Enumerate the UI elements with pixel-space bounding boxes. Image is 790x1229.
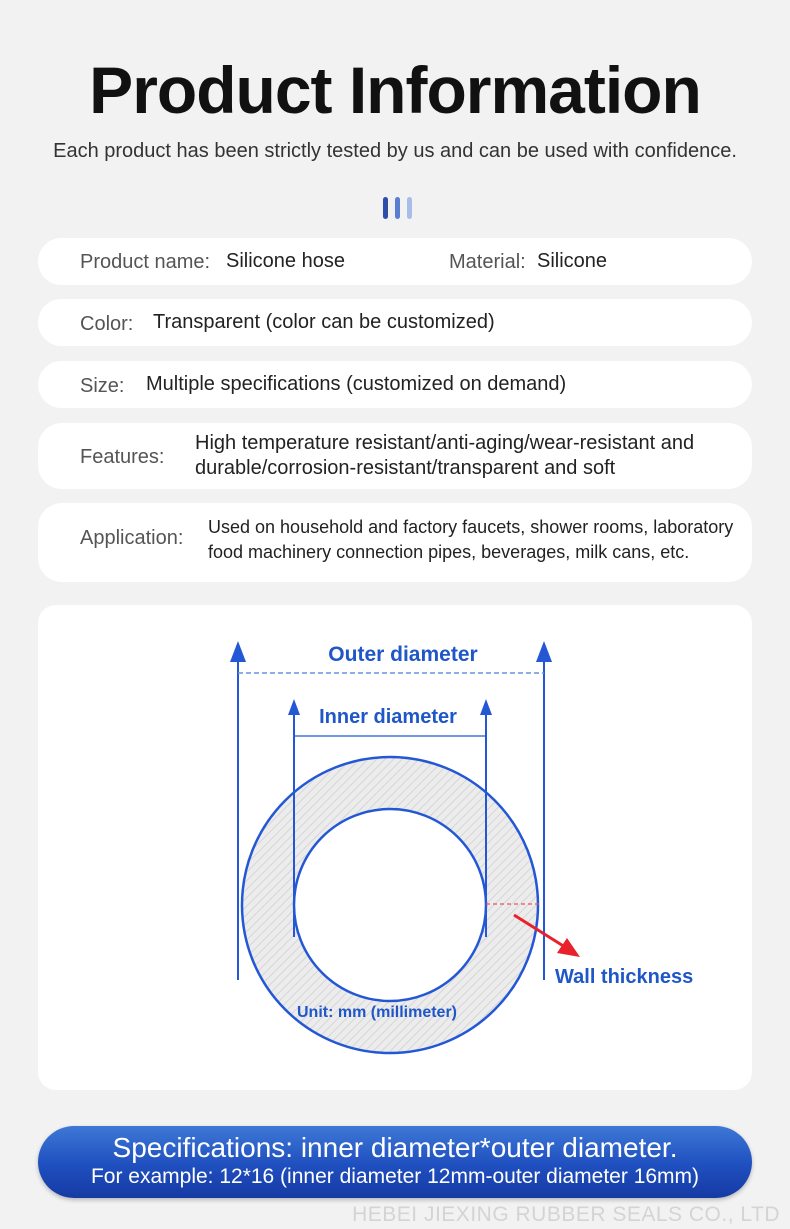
outer-diameter-label: Outer diameter: [328, 643, 478, 666]
unit-label: Unit: mm (millimeter): [296, 1004, 458, 1021]
color-label: Color:: [80, 313, 134, 335]
material-label: Material:: [449, 251, 526, 273]
size-value: Multiple specifications (customized on demand): [146, 373, 567, 395]
spec-row-size: [38, 361, 752, 408]
bar-3: [407, 197, 412, 219]
wall-thickness-label: Wall thickness: [555, 966, 694, 988]
banner-line-2: For example: 12*16 (inner diameter 12mm-outer diameter 16mm): [90, 1165, 700, 1188]
spec-row-features: [38, 423, 752, 489]
spec-row-application: [38, 503, 752, 582]
spec-row-product-name: [38, 238, 752, 285]
company-watermark: HEBEI JIEXING RUBBER SEALS CO., LTD: [352, 1203, 780, 1226]
features-line-2: durable/corrosion-resistant/transparent and soft: [195, 457, 616, 479]
product-name-label: Product name:: [80, 251, 211, 273]
application-line-1: Used on household and factory faucets, shower rooms, laboratory: [208, 517, 734, 537]
inner-diameter-label: Inner diameter: [319, 706, 457, 728]
material-value: Silicone: [537, 250, 608, 272]
bar-2: [395, 197, 400, 219]
decorative-bars: [383, 197, 412, 219]
spec-row-color: [38, 299, 752, 346]
features-line-1: High temperature resistant/anti-aging/wear-resistant and: [195, 432, 695, 454]
banner-line-1: Specifications: inner diameter*outer diameter.: [112, 1132, 678, 1163]
specification-banner: [38, 1126, 752, 1198]
color-value: Transparent (color can be customized): [153, 311, 495, 333]
features-label: Features:: [80, 446, 165, 468]
page-title: Product Information: [89, 53, 701, 127]
application-label: Application:: [80, 527, 184, 549]
diagram-svg: [38, 605, 752, 1090]
application-line-2: food machinery connection pipes, beverages, milk cans, etc.: [208, 542, 690, 562]
bar-1: [383, 197, 388, 219]
product-name-value: Silicone hose: [226, 250, 345, 272]
page-subtitle: Each product has been strictly tested by us and can be used with confidence.: [53, 140, 737, 162]
size-label: Size:: [80, 375, 125, 397]
hose-dimension-diagram: [38, 605, 752, 1090]
